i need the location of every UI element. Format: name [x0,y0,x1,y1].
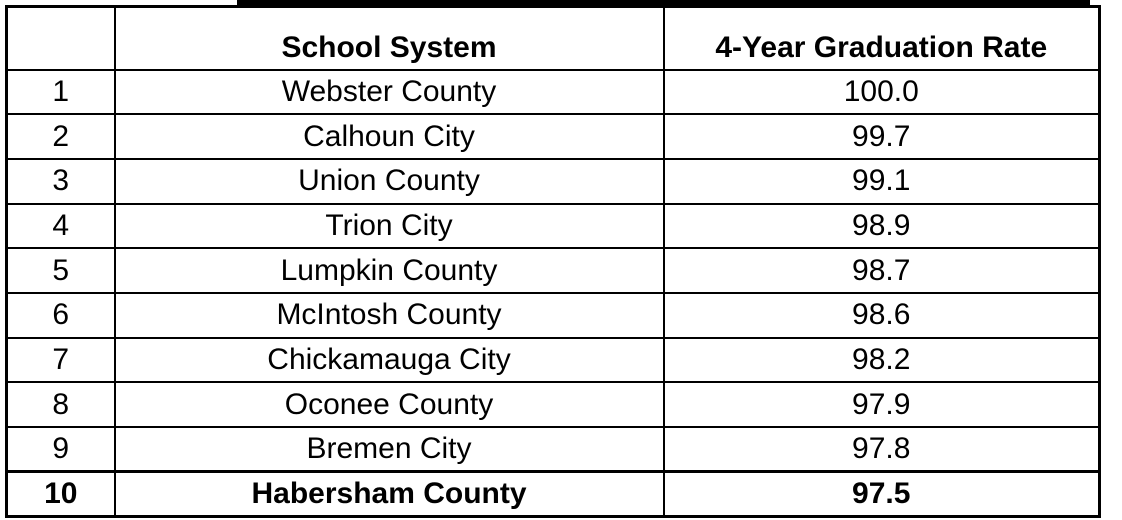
rank-cell: 1 [7,70,115,115]
table-header-row [7,7,1100,70]
col-header-school-system: School System [115,7,664,70]
rank-cell: 9 [7,427,115,472]
rate-cell: 97.5 [664,472,1100,517]
col-header-grad-rate: 4-Year Graduation Rate [664,7,1100,70]
rate-cell: 98.6 [664,293,1100,338]
table-row [7,114,1100,159]
rank-cell: 10 [7,472,115,517]
system-cell: Chickamauga City [115,338,664,383]
rate-cell: 98.2 [664,338,1100,383]
rankings-table-container [5,5,1098,515]
rate-cell: 100.0 [664,70,1100,115]
rate-cell: 99.7 [664,114,1100,159]
rankings-table [5,5,1101,518]
system-cell: Trion City [115,204,664,249]
table-row [7,248,1100,293]
rate-cell: 98.9 [664,204,1100,249]
system-cell: Habersham County [115,472,664,517]
rank-cell: 3 [7,159,115,204]
table-row [7,70,1100,115]
table-body [7,70,1100,517]
table-row [7,293,1100,338]
rank-cell: 8 [7,382,115,427]
rate-cell: 97.8 [664,427,1100,472]
system-cell: Union County [115,159,664,204]
rank-cell: 2 [7,114,115,159]
system-cell: Lumpkin County [115,248,664,293]
table-row [7,159,1100,204]
rank-cell: 5 [7,248,115,293]
system-cell: Webster County [115,70,664,115]
table-row [7,472,1100,517]
table-row [7,338,1100,383]
rank-cell: 4 [7,204,115,249]
system-cell: Bremen City [115,427,664,472]
table-row [7,382,1100,427]
rank-cell: 6 [7,293,115,338]
system-cell: Calhoun City [115,114,664,159]
rate-cell: 97.9 [664,382,1100,427]
col-header-rank [7,7,115,70]
table-row [7,427,1100,472]
rank-cell: 7 [7,338,115,383]
rate-cell: 99.1 [664,159,1100,204]
table-row [7,204,1100,249]
system-cell: McIntosh County [115,293,664,338]
rate-cell: 98.7 [664,248,1100,293]
system-cell: Oconee County [115,382,664,427]
